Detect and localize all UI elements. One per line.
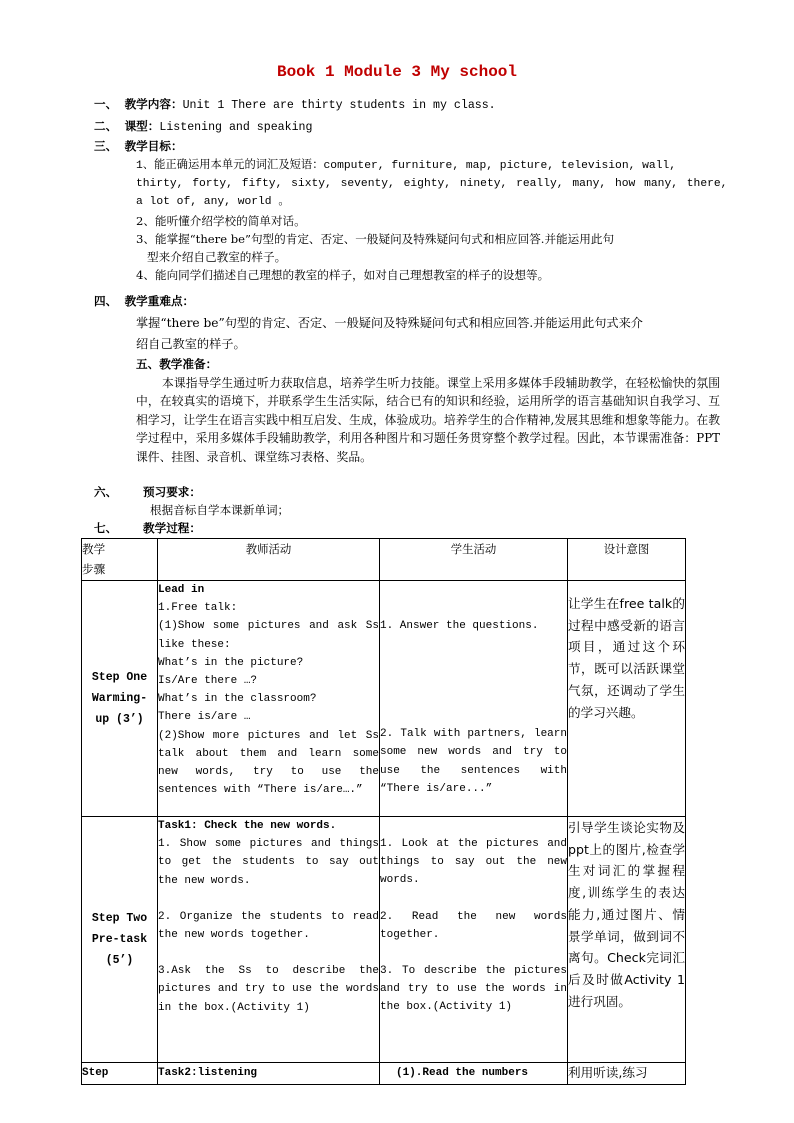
- section-number: 六、: [94, 485, 118, 499]
- student-cell: [380, 581, 568, 817]
- section-key-points: [94, 292, 194, 310]
- step-cell: [82, 1063, 158, 1085]
- teacher-cell: [158, 1063, 380, 1085]
- goal-2: 2、能听懂介绍学校的简单对话。: [136, 214, 306, 228]
- teacher-heading: Lead in: [158, 584, 205, 596]
- design-cell: [568, 817, 686, 1063]
- student-line: 1. Answer the questions.: [380, 620, 539, 632]
- teacher-line: There is/are …: [158, 711, 251, 724]
- step-label: Step Two Pre-task (5’): [91, 912, 148, 967]
- teacher-line: What’s in the classroom?: [158, 693, 317, 706]
- step-cell: [82, 581, 158, 817]
- process-table: [81, 538, 686, 1085]
- student-cell: [380, 1063, 568, 1085]
- student-line: 2. Talk with partners, learn some new words and try to use the sentences with “There is/are...”: [380, 728, 567, 795]
- design-cell: [568, 581, 686, 817]
- table-row: [82, 817, 686, 1063]
- step-cell: [82, 817, 158, 1063]
- goal-4: 4、能向同学们描述自己理想的教室的样子，如对自己理想教室的样子的设想等。: [136, 268, 550, 282]
- key-points-line-2: 绍自己教室的样子。: [136, 337, 246, 351]
- step-label: Step: [82, 1067, 109, 1079]
- teacher-line: 1.Free talk:: [158, 602, 238, 615]
- section-label: 预习要求：: [143, 485, 201, 499]
- student-cell: [380, 817, 568, 1063]
- goal-1-line-1: 1、能正确运用本单元的词汇及短语：computer, furniture, map, picture, television, wall,: [136, 160, 677, 172]
- section-label: 教学过程：: [143, 521, 201, 535]
- section-number: 七、: [94, 521, 118, 535]
- header-step: 教学 步骤: [82, 539, 158, 581]
- teacher-line: 3.Ask the Ss to describe the pictures and try to use the words in the box.(Activity 1): [158, 965, 379, 1014]
- step-label: Step One Warming- up (3’): [91, 671, 148, 726]
- design-text: 引导学生谈论实物及ppt上的图片,检查学生对词汇的掌握程度,训练学生的表达能力,通过图片、情景学单词，做到词不离句。Check完词汇后及时做Activity 1进行巩固。: [568, 820, 685, 1009]
- key-points-line-1: 掌握“there be”句型的肯定、否定、一般疑问及特殊疑问句式和相应回答.并能运用此句式来介: [136, 316, 643, 330]
- section-label: 课型：: [124, 119, 160, 133]
- table-row: [82, 1063, 686, 1085]
- goal-3-line-2: 型来介绍自己教室的样子。: [136, 250, 287, 264]
- header-student: 学生活动: [380, 539, 568, 581]
- student-line: (1).Read the numbers: [396, 1067, 529, 1079]
- section-number: 三、: [94, 139, 118, 153]
- teacher-line: 2. Organize the students to read the new words together.: [158, 910, 379, 942]
- goal-3-line-1: 3、能掌握“there be”句型的肯定、否定、一般疑问及特殊疑问句式和相应回答.并能运用此句: [136, 232, 615, 246]
- section-lesson-type: [94, 117, 312, 137]
- section-label: 教学内容：: [124, 97, 183, 111]
- section-number: 四、: [94, 294, 118, 308]
- teacher-line: (1)Show some pictures and ask Ss like these:: [158, 620, 379, 651]
- header-teacher: 教师活动: [158, 539, 380, 581]
- teacher-line: (2)Show more pictures and let Ss talk about them and learn some new words, try to use the sentences with “There is/are….”: [158, 729, 379, 797]
- section-number: 一、: [94, 97, 118, 111]
- section-preparation-label: 五、教学准备：: [136, 357, 218, 371]
- section-process: [94, 519, 201, 537]
- student-line: 2. Read the new words together.: [380, 910, 567, 941]
- section-teaching-goals: [94, 137, 183, 155]
- header-design: 设计意图: [568, 539, 686, 581]
- design-text: 让学生在free talk的过程中感受新的语言项目，通过这个环节，既可以活跃课堂气氛，还调动了学生的学习兴趣。: [568, 596, 685, 720]
- student-line: 3. To describe the pictures and try to use the words in the box.(Activity 1): [380, 965, 567, 1014]
- table-header-row: [82, 539, 686, 581]
- teacher-cell: [158, 817, 380, 1063]
- teacher-heading: Task1: Check the new words.: [158, 820, 337, 832]
- teacher-line: What’s in the picture?: [158, 656, 304, 669]
- section-content: Listening and speaking: [159, 121, 313, 134]
- section-label: 教学重难点：: [124, 294, 195, 308]
- design-text: 利用听读,练习: [568, 1065, 648, 1080]
- teacher-line: Is/Are there …?: [158, 675, 258, 688]
- table-row: [82, 581, 686, 817]
- section-number: 二、: [94, 119, 118, 133]
- section-teaching-content: [94, 95, 496, 115]
- preparation-paragraph: 本课指导学生通过听力获取信息，培养学生听力技能。课堂上采用多媒体手段辅助教学，在轻松愉快的氛围中，在较真实的语境下，并联系学生生活实际，结合已有的知识和经验，运用所学的语言基础知识自我学习、互相学习，让学生在语言实践中相互启发、生成，体验成功。培养学生的合作精神,发展其思维和想象等能力。在教学过程中，采用多媒体手段辅助教学，利用各种图片和习题任务贯穿整个教学过程。因此，本节课需准备：PPT课件、挂图、录音机、课堂练习表格、奖品。: [136, 376, 720, 464]
- student-line: 1. Look at the pictures and things to say out the new words.: [380, 838, 567, 887]
- goal-1-line-3: a lot of, any, world 。: [136, 196, 290, 208]
- document-title: Book 1 Module 3 My school: [276, 63, 518, 81]
- design-cell: [568, 1063, 686, 1085]
- section-preview: [94, 483, 201, 501]
- section-label: 教学目标：: [124, 139, 183, 153]
- section-content: Unit 1 There are thirty students in my class.: [182, 99, 496, 112]
- teacher-line: 1. Show some pictures and things to get the students to say out the new words.: [158, 838, 379, 887]
- teacher-cell: [158, 581, 380, 817]
- preview-content: 根据音标自学本课新单词；: [150, 503, 290, 517]
- teacher-heading: Task2:listening: [158, 1067, 258, 1079]
- goal-1-line-2: thirty, forty, fifty, sixty, seventy, eighty, ninety, really, many, how many, there,: [136, 178, 728, 190]
